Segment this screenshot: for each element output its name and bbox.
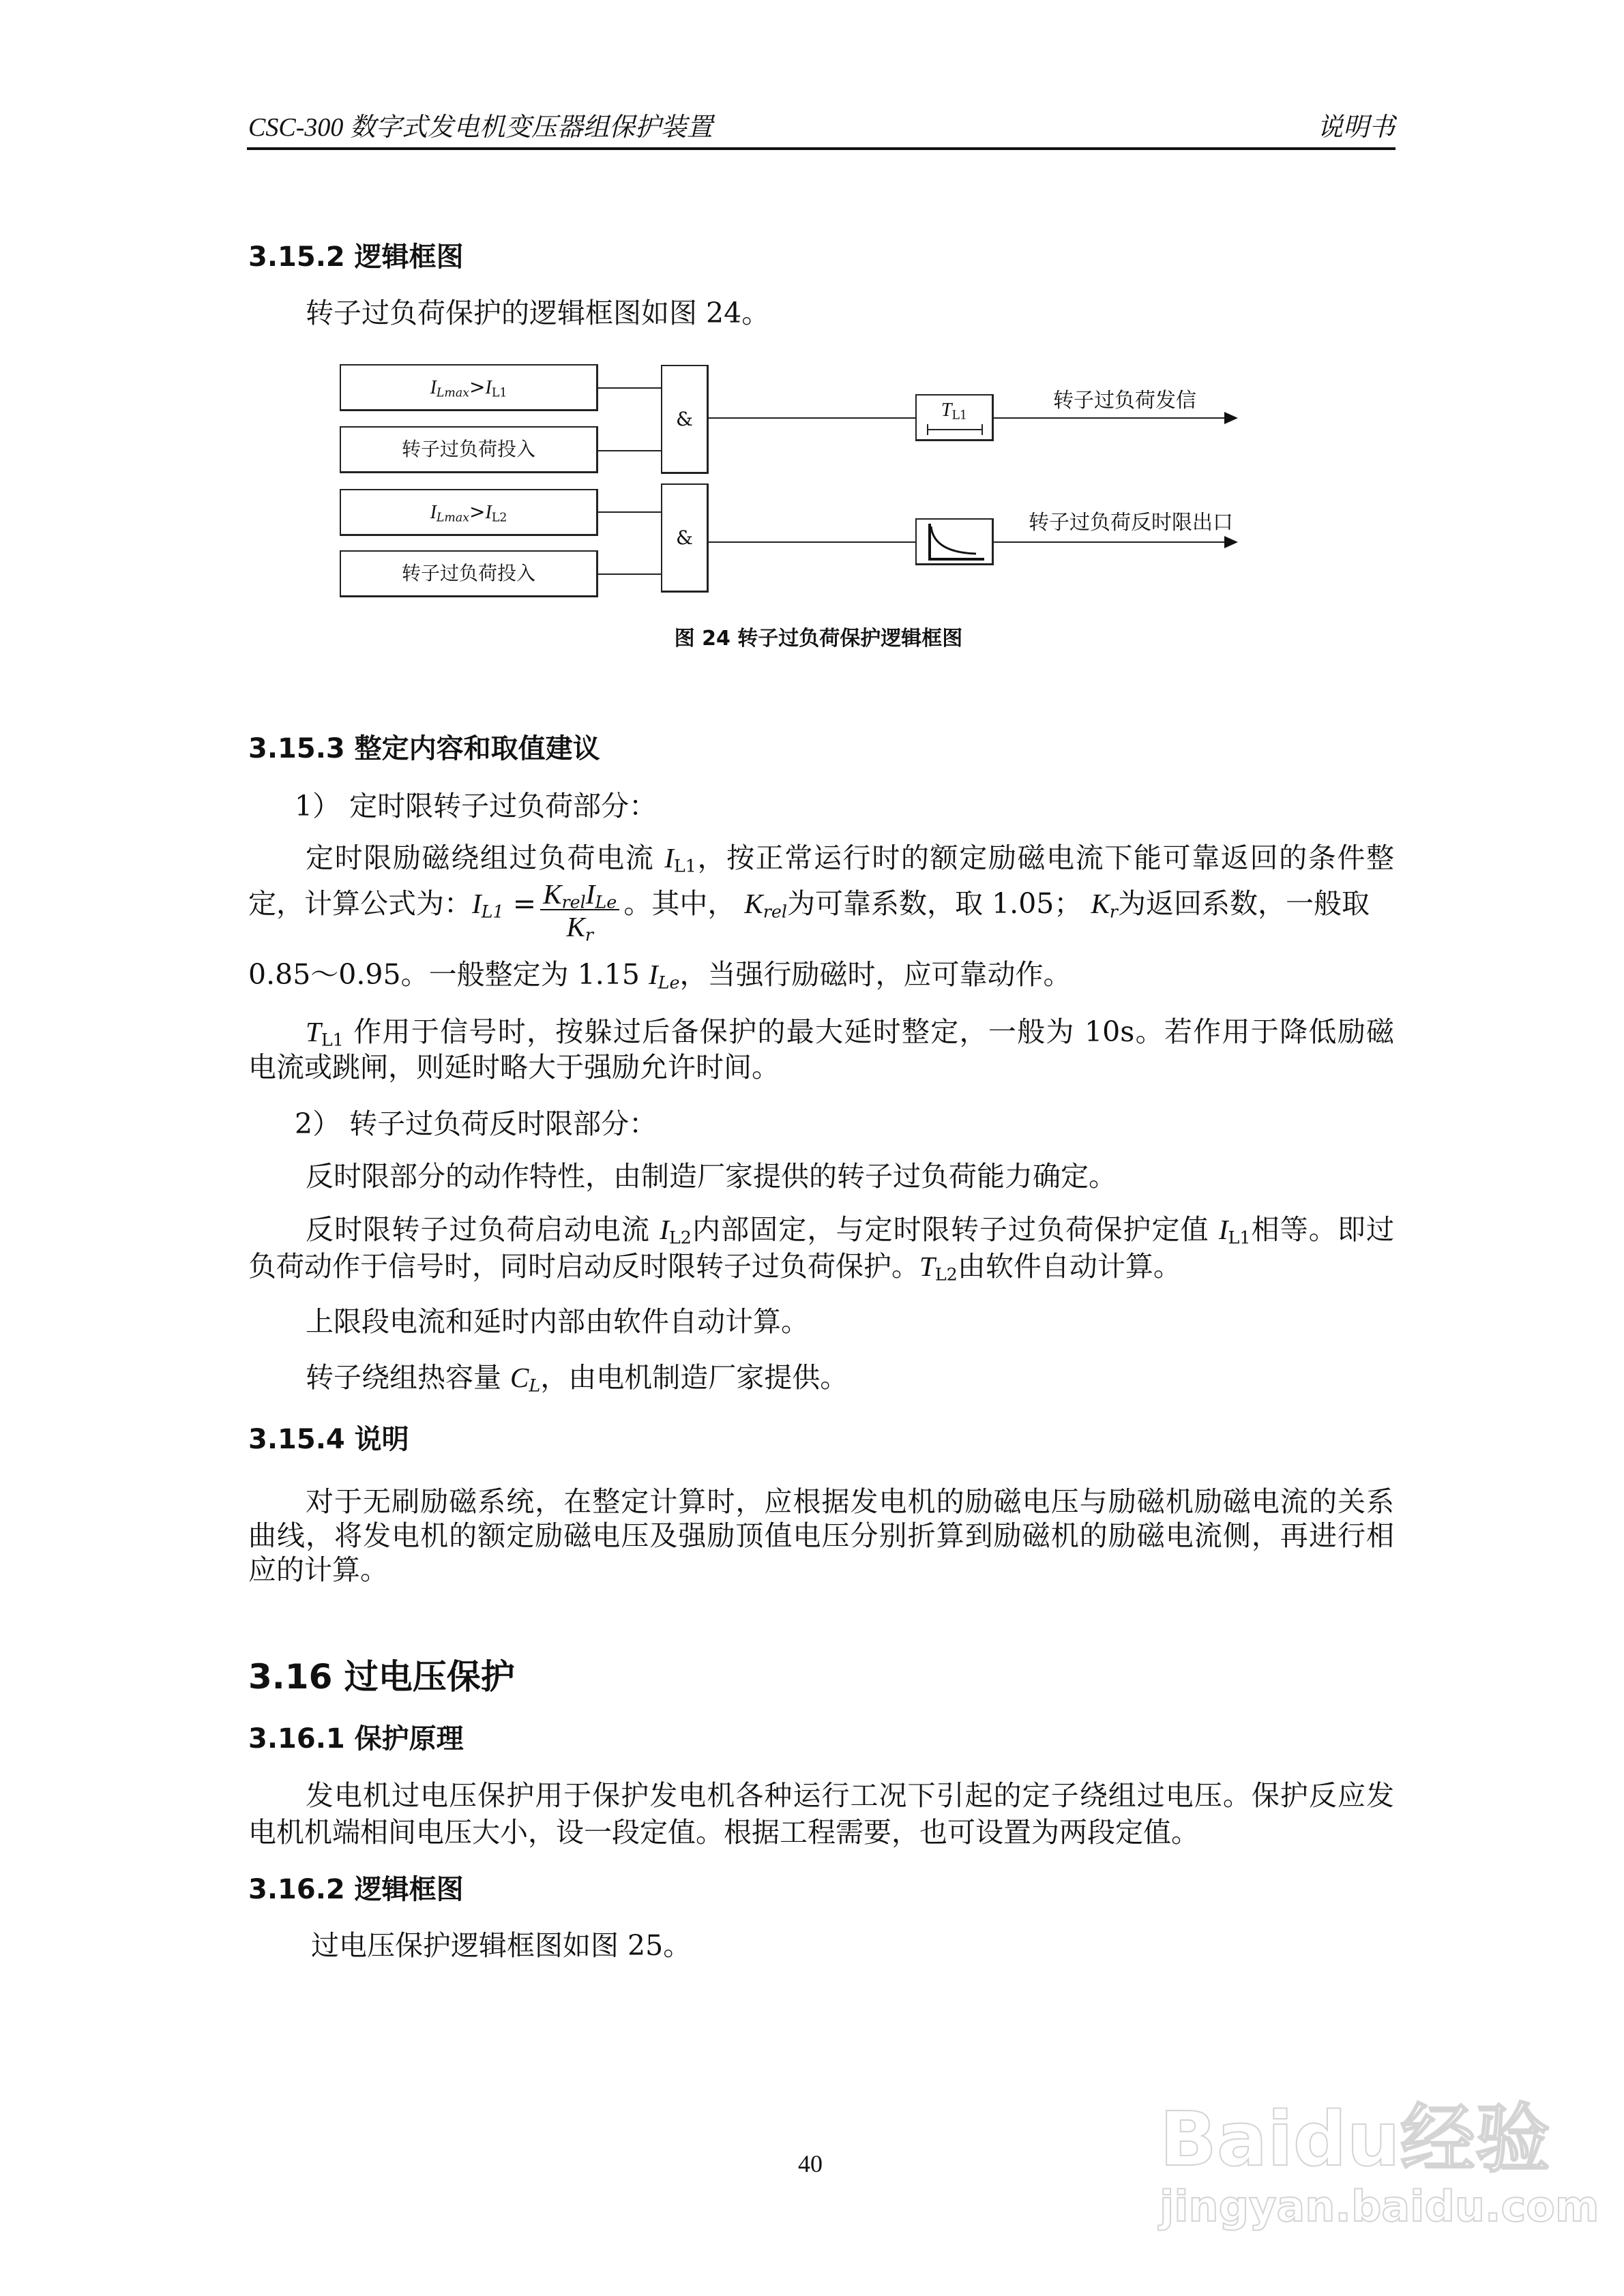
arrow-head-icon xyxy=(1224,412,1238,424)
paragraph: 转子绕组热容量 $C_L$，由电机制造厂家提供。 xyxy=(306,1361,848,1396)
timer-delay-icon xyxy=(926,423,985,436)
formula-il1: $I_{L1}$ = $\frac{K_{rel}I_{Le}}{K_r}$ xyxy=(472,887,623,920)
output-label-inverse-trip: 转子过负荷反时限出口 xyxy=(1029,511,1233,535)
watermark-logo: Baidu经验 xyxy=(1160,2096,1550,2183)
header-title: CSC-300 数字式发电机变压器组保护装置 xyxy=(248,113,713,142)
paragraph-line: 应的计算。 xyxy=(248,1553,388,1586)
paragraph-line: 曲线，将发电机的额定励磁电压及强励顶值电压分别折算到励磁机的励磁电流侧，再进行相 xyxy=(248,1519,1394,1552)
enable-box-1: 转子过负荷投入 xyxy=(340,426,598,473)
inverse-time-box xyxy=(915,518,994,565)
section-heading-3-16: 3.16 过电压保护 xyxy=(248,1657,515,1697)
wire xyxy=(598,573,661,575)
wire xyxy=(994,417,1226,419)
wire xyxy=(598,511,661,513)
output-label-signal: 转子过负荷发信 xyxy=(1053,389,1196,413)
wire xyxy=(598,387,661,389)
header-rule xyxy=(247,147,1396,150)
figure-caption: 图 24 转子过负荷保护逻辑框图 xyxy=(674,627,963,651)
wire xyxy=(994,541,1226,543)
paragraph-line: 负荷动作于信号时，同时启动反时限转子过负荷保护。$T_{L2}$由软件自动计算。 xyxy=(248,1250,1181,1285)
paragraph-line: 定时限励磁绕组过负荷电流 $I_{L1}$，按正常运行时的额定励磁电流下能可靠返回的条件整 xyxy=(306,841,1394,876)
watermark-url: jingyan.baidu.com xyxy=(1160,2181,1599,2231)
section-heading-3-16-2: 3.16.2 逻辑框图 xyxy=(248,1874,464,1905)
section-heading-3-16-1: 3.16.1 保护原理 xyxy=(248,1723,464,1755)
paragraph-line: 对于无刷励磁系统，在整定计算时，应根据发电机的励磁电压与励磁机励磁电流的关系 xyxy=(306,1485,1394,1518)
wire xyxy=(709,417,915,419)
condition-box-il1: $I_{Lmax}>I_{L1}$ xyxy=(340,364,598,411)
paragraph: 反时限部分的动作特性，由制造厂家提供的转子过负荷能力确定。 xyxy=(306,1160,1117,1193)
and-gate-2: & xyxy=(661,483,709,593)
section-heading-3-15-2: 3.15.2 逻辑框图 xyxy=(248,241,464,273)
section-heading-3-15-4: 3.15.4 说明 xyxy=(248,1424,409,1455)
paragraph: 过电压保护逻辑框图如图 25。 xyxy=(311,1929,692,1962)
paragraph-line: 电流或跳闸，则延时略大于强励允许时间。 xyxy=(248,1051,780,1084)
wire xyxy=(709,541,915,543)
timer-box-tl1: $T_{L1}$ xyxy=(915,394,994,441)
paragraph-line: 发电机过电压保护用于保护发电机各种运行工况下引起的定子绕组过电压。保护反应发 xyxy=(306,1779,1394,1812)
paragraph-line: $T_{L1}$ 作用于信号时，按躲过后备保护的最大延时整定，一般为 10s。若作用于降低励磁 xyxy=(306,1015,1394,1050)
paragraph-line: 电机机端相间电压大小，设一段定值。根据工程需要，也可设置为两段定值。 xyxy=(248,1816,1199,1849)
paragraph: 转子过负荷保护的逻辑框图如图 24。 xyxy=(306,297,770,329)
section-heading-3-15-3: 3.15.3 整定内容和取值建议 xyxy=(248,733,600,764)
paragraph-line: 0.85～0.95。一般整定为 1.15 $I_{Le}$，当强行励磁时，应可靠动作。 xyxy=(248,958,1072,993)
page-number: 40 xyxy=(798,2150,823,2177)
arrow-head-icon xyxy=(1224,536,1238,548)
baidu-jingyan-watermark xyxy=(1160,2096,1599,2232)
list-item: 1） 定时限转子过负荷部分： xyxy=(295,790,658,822)
enable-box-2: 转子过负荷投入 xyxy=(340,550,598,597)
and-gate-1: & xyxy=(661,365,709,474)
paragraph-line: 反时限转子过负荷启动电流 $I_{L2}$内部固定，与定时限转子过负荷保护定值 $I_{L1}$相等。即过 xyxy=(306,1213,1394,1248)
header-doc-type: 说明书 xyxy=(1316,113,1395,142)
paragraph: 上限段电流和延时内部由软件自动计算。 xyxy=(306,1305,809,1338)
wire xyxy=(598,450,661,451)
paragraph-line-formula: 定，计算公式为：$I_{L1}$ = $\frac{K_{rel}I_{Le}}{K_r}$ 。其中， $K_{rel}$为可靠系数，取 1.05； $K_r$为返回系数，一般取 xyxy=(248,878,1370,945)
inverse-time-curve-icon xyxy=(921,521,987,562)
condition-box-il2: $I_{Lmax}>I_{L2}$ xyxy=(340,489,598,536)
list-item: 2） 转子过负荷反时限部分： xyxy=(295,1107,658,1140)
